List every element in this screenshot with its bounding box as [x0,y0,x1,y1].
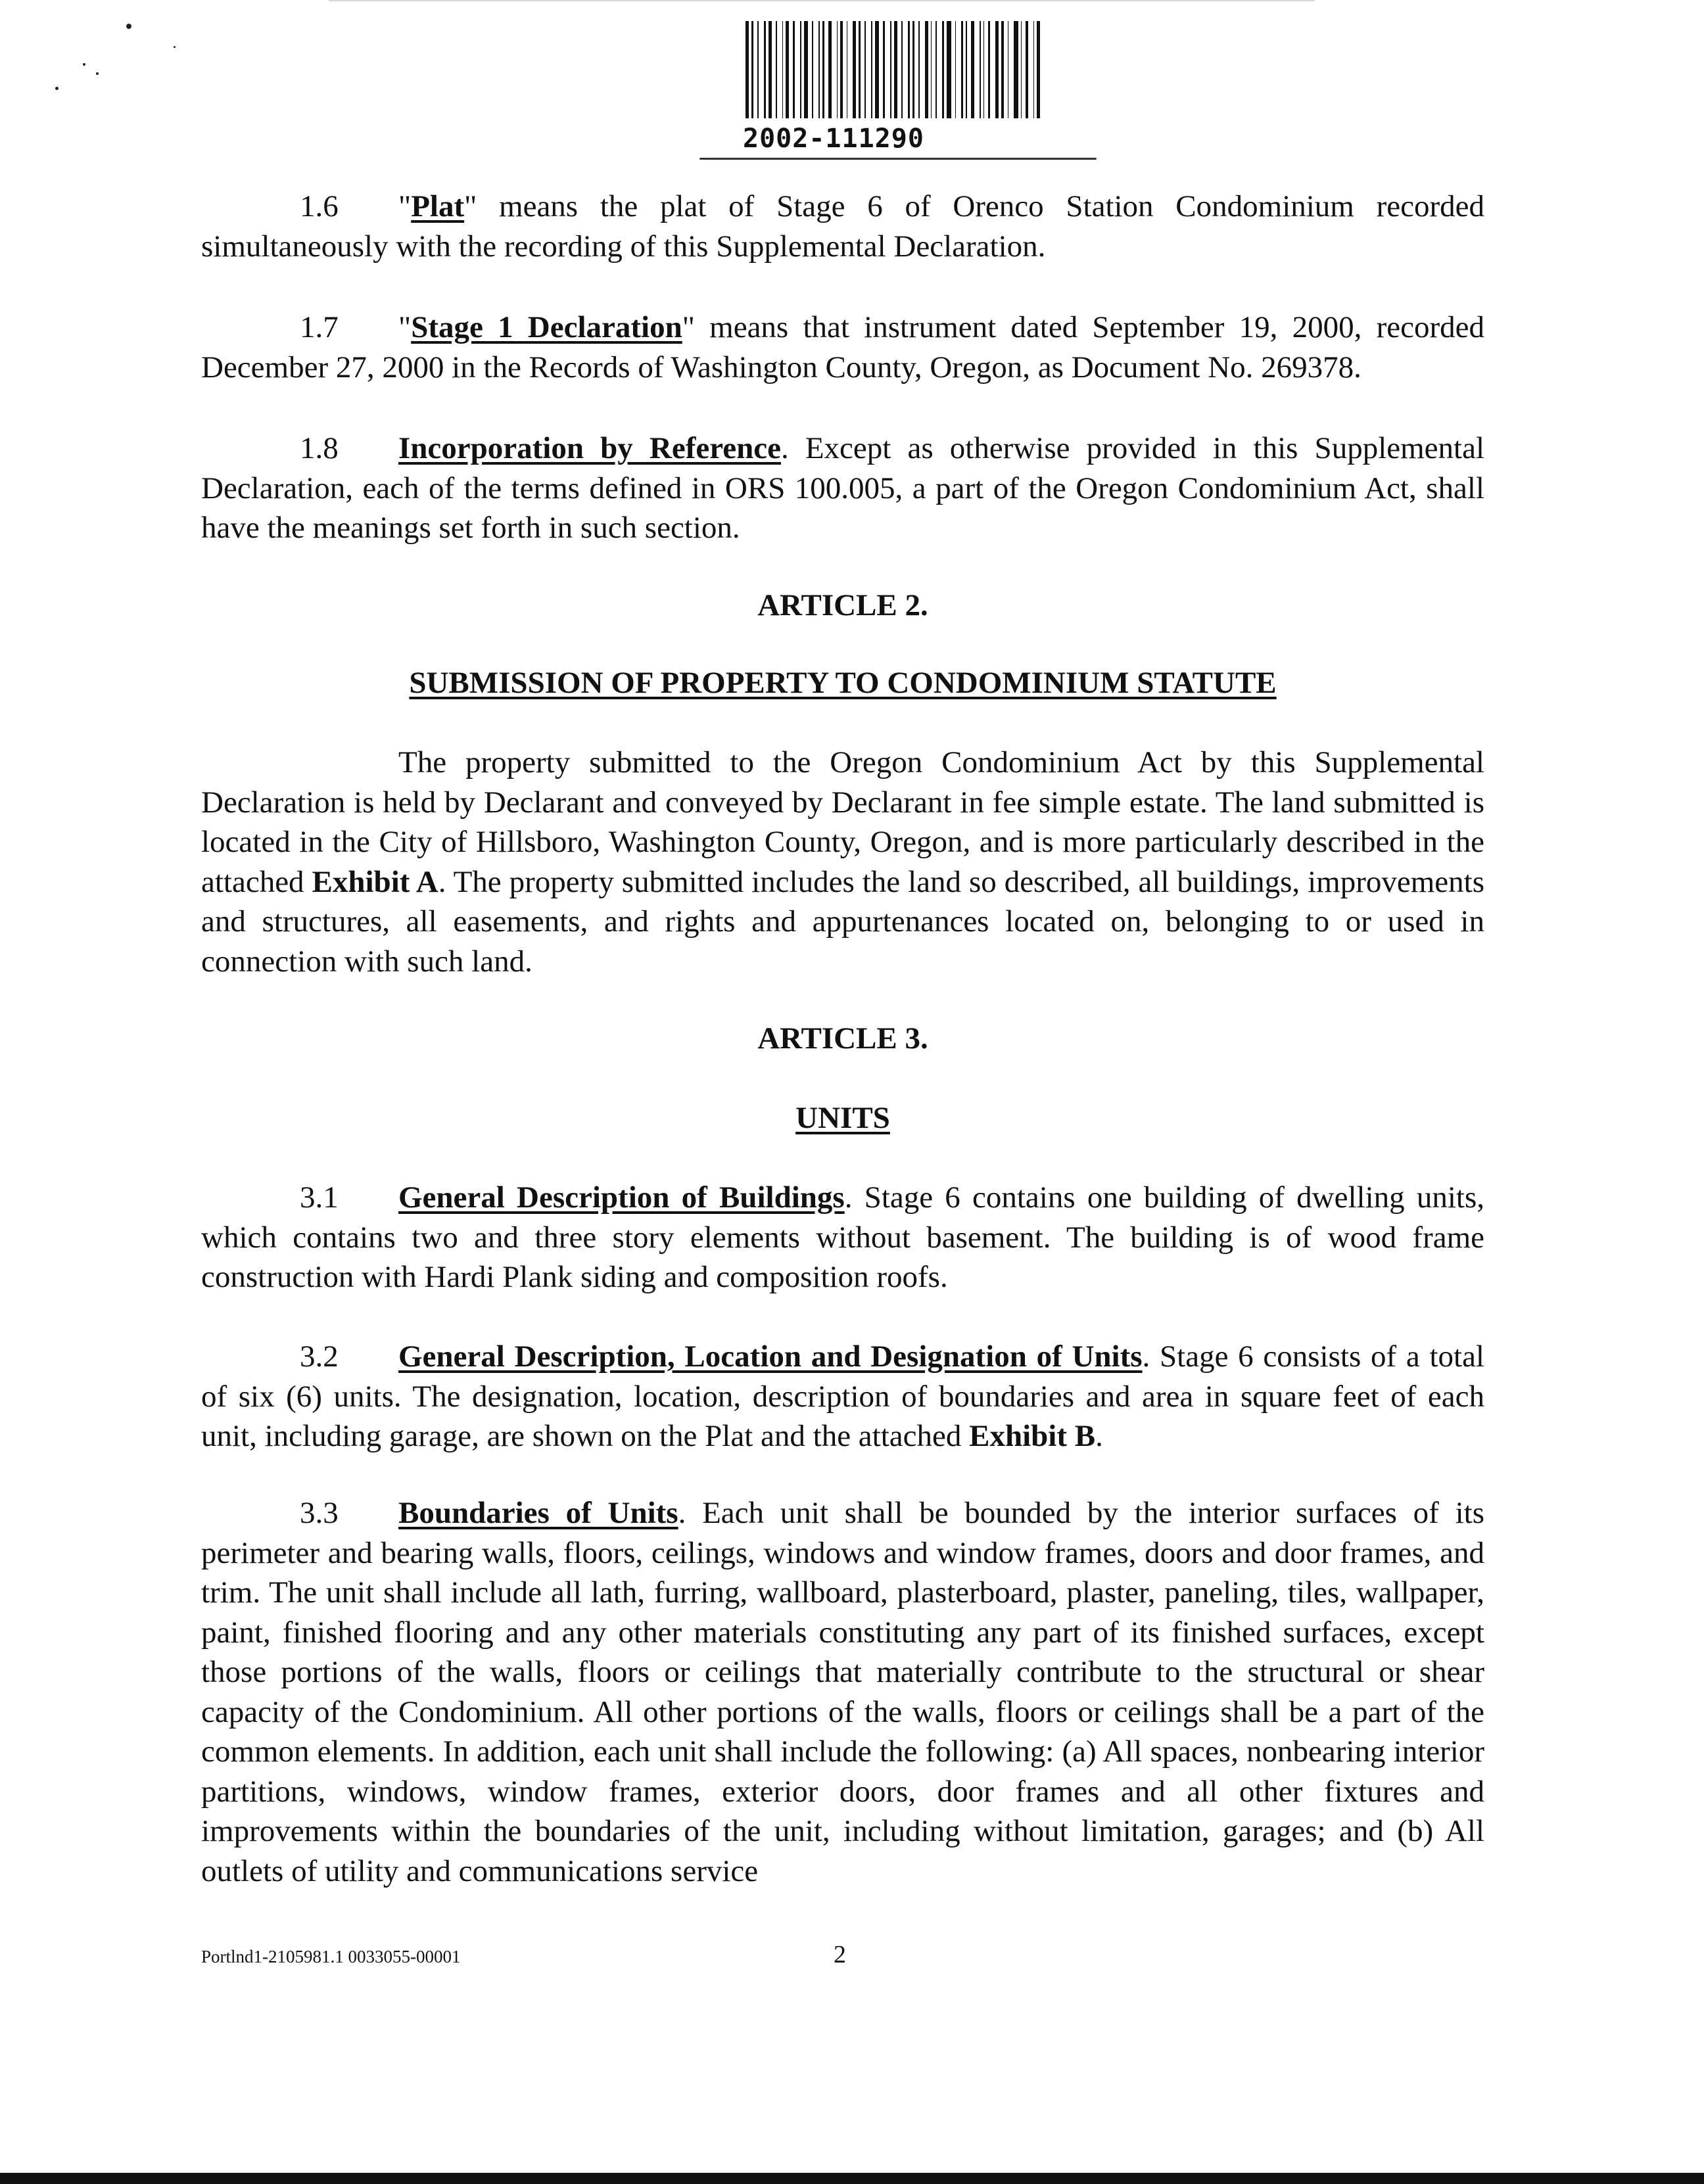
barcode-bar [871,21,872,118]
barcode-bar [786,21,789,118]
article-2-text: The property submitted to the Oregon Condominium Act by this Supplemental Declaration is held by Declarant and conveyed by Declarant in fee simple estate. The land submitted is located in the City of Hillsboro, Washington County, Oregon, and is more particularly described in the attached [201,745,1484,899]
barcode-bar [769,21,772,118]
barcode-bar [822,21,824,118]
barcode-underline [699,158,1097,160]
barcode-bar [837,21,838,118]
barcode-bar [1021,21,1022,118]
barcode-bar [908,21,910,118]
scan-bottom-edge [0,2173,1704,2184]
exhibit-b-reference: Exhibit B [969,1419,1096,1453]
scan-top-edge [329,0,1315,1]
barcode-bar [828,21,832,118]
footer-document-id: Portlnd1-2105981.1 0033055-00001 [201,1947,461,1966]
article-2-body [201,743,1484,981]
section-3-1 [201,1178,1484,1297]
section-text: . Stage 6 contains one building of dwelling units, which contains two and three story elements without basement. The building is of wood frame construction with Hardi Plank siding and composition roofs. [201,1180,1484,1294]
barcode-bar [1033,21,1035,118]
section-number: 3.3 [300,1496,339,1530]
section-text: " means the plat of Stage 6 of Orenco Station Condominium recorded simultaneously with the recording of this Supplemental Declaration. [201,189,1484,264]
footer-page-number: 2 [834,1941,846,1968]
article-3-label: ARTICLE 3. [757,1021,928,1056]
section-number: 1.8 [300,431,339,465]
barcode-bar [859,21,861,118]
defined-term: Plat [411,189,465,223]
scan-speck [126,24,131,29]
barcode-bar [875,21,880,118]
section-text: . Stage 6 consists of a total of six (6) units. The designation, location, description of boundaries and area in square feet of each unit, including garage, are shown on the Plat and the attached [201,1339,1484,1453]
barcode-bar [864,21,866,118]
barcode-bar [757,21,759,118]
barcode-bar [1008,21,1009,118]
barcode-bar [980,21,981,118]
defined-term: Stage 1 Declaration [411,310,682,344]
article-3-title-text: UNITS [795,1101,890,1135]
barcode-bar [793,21,795,118]
barcode-bar [912,21,914,118]
barcode-bar [883,21,885,118]
barcode-bar [901,21,903,118]
barcode-bar [1026,21,1028,118]
section-text: . Each unit shall be bounded by the interior surfaces of its perimeter and bearing walls, floors, ceilings, windows and window frames, doors and door frames, and trim. The unit shall include all lath, furring, wallboard, plasterboard, plaster, paneling, tiles, wallpaper, paint, finished flooring and any other materials constituting any part of its finished surfaces, except those portions of the walls, floors or ceilings that materially contribute to the structural or shear capacity of the Condominium. All other portions of the walls, floors or ceilings shall be a part of the common elements. In addition, each unit shall include the following: (a) All spaces, nonbearing interior partitions, windows, window frames, exterior doors, door frames and all other fixtures and improvements within the boundaries of the unit, including without limitation, garages; and (b) All outlets of utility and communications service [201,1496,1484,1888]
barcode-bar [961,21,963,118]
barcode-bar [935,21,937,118]
barcode-bar [988,21,990,118]
barcode-bar [947,21,951,118]
section-number: 1.6 [300,189,339,223]
exhibit-a-reference: Exhibit A [312,864,438,899]
scan-speck [96,72,99,75]
barcode [746,21,1044,118]
section-text: . Except as otherwise provided in this Supplemental Declaration, each of the terms defined in ORS 100.005, a part of the Oregon Condominium Act, shall have the meanings set forth in such section. [201,431,1485,545]
article-2-title [201,665,1484,701]
barcode-bar [800,21,801,118]
section-heading: Boundaries of Units [398,1496,678,1530]
barcode-bar [983,21,985,118]
barcode-bar [995,21,999,118]
barcode-bar [894,21,897,118]
barcode-bar [931,21,932,118]
article-2-label: ARTICLE 2. [757,588,928,622]
section-text: " means that instrument dated September 19, 2000, recorded December 27, 2000 in the Records of Washington County, Oregon, as Document No. 269378. [201,310,1484,384]
scan-speck [83,63,85,66]
barcode-bar [782,21,784,118]
section-text: . [1095,1419,1103,1453]
article-3-title [201,1100,1484,1136]
section-3-3 [201,1493,1484,1891]
barcode-bar [818,21,820,118]
section-heading: Incorporation by Reference [398,431,781,465]
barcode-bar [751,21,753,118]
barcode-bar [918,21,920,118]
section-1-7: 1.7 "Stage 1 Declaration" means that instrument dated September 19, 2000, recorded December 27, 2000 in the Records of Washington County, Oregon, as Document No. 269378. [201,308,1484,387]
barcode-bar [764,21,766,118]
barcode-bar [1001,21,1003,118]
barcode-bar [746,21,749,118]
barcode-bar [853,21,856,118]
section-number: 3.1 [300,1180,339,1215]
barcode-bar [812,21,813,118]
section-number: 3.2 [300,1339,339,1374]
article-2-title-text: SUBMISSION OF PROPERTY TO CONDOMINIUM STATUTE [409,666,1277,700]
barcode-bar [971,21,974,118]
barcode-bar [1014,21,1018,118]
barcode-bar [955,21,957,118]
barcode-bar [966,21,967,118]
barcode-bar [840,21,842,118]
barcode-bar [890,21,891,118]
barcode-bar [1037,21,1040,118]
barcode-number: 2002-111290 [743,124,924,154]
section-heading: General Description of Buildings [398,1180,845,1215]
section-1-8 [201,429,1484,548]
scan-speck [174,46,176,48]
section-1-6: 1.6 "Plat" means the plat of Stage 6 of Orenco Station Condominium recorded simultaneously with the recording of this Supplemental Declaration. [201,187,1484,266]
barcode-bar [804,21,809,118]
barcode-bar [847,21,848,118]
section-heading: General Description, Location and Designation of Units [398,1339,1143,1374]
section-number: 1.7 [300,310,339,344]
barcode-bar [942,21,944,118]
article-2-text: . The property submitted includes the land so described, all buildings, improvements and structures, all easements, and rights and appurtenances located on, belonging to or used in connection with such land. [201,864,1484,979]
barcode-bar [925,21,928,118]
section-3-2 [201,1337,1484,1456]
barcode-bar [776,21,777,118]
scan-speck [55,87,59,90]
